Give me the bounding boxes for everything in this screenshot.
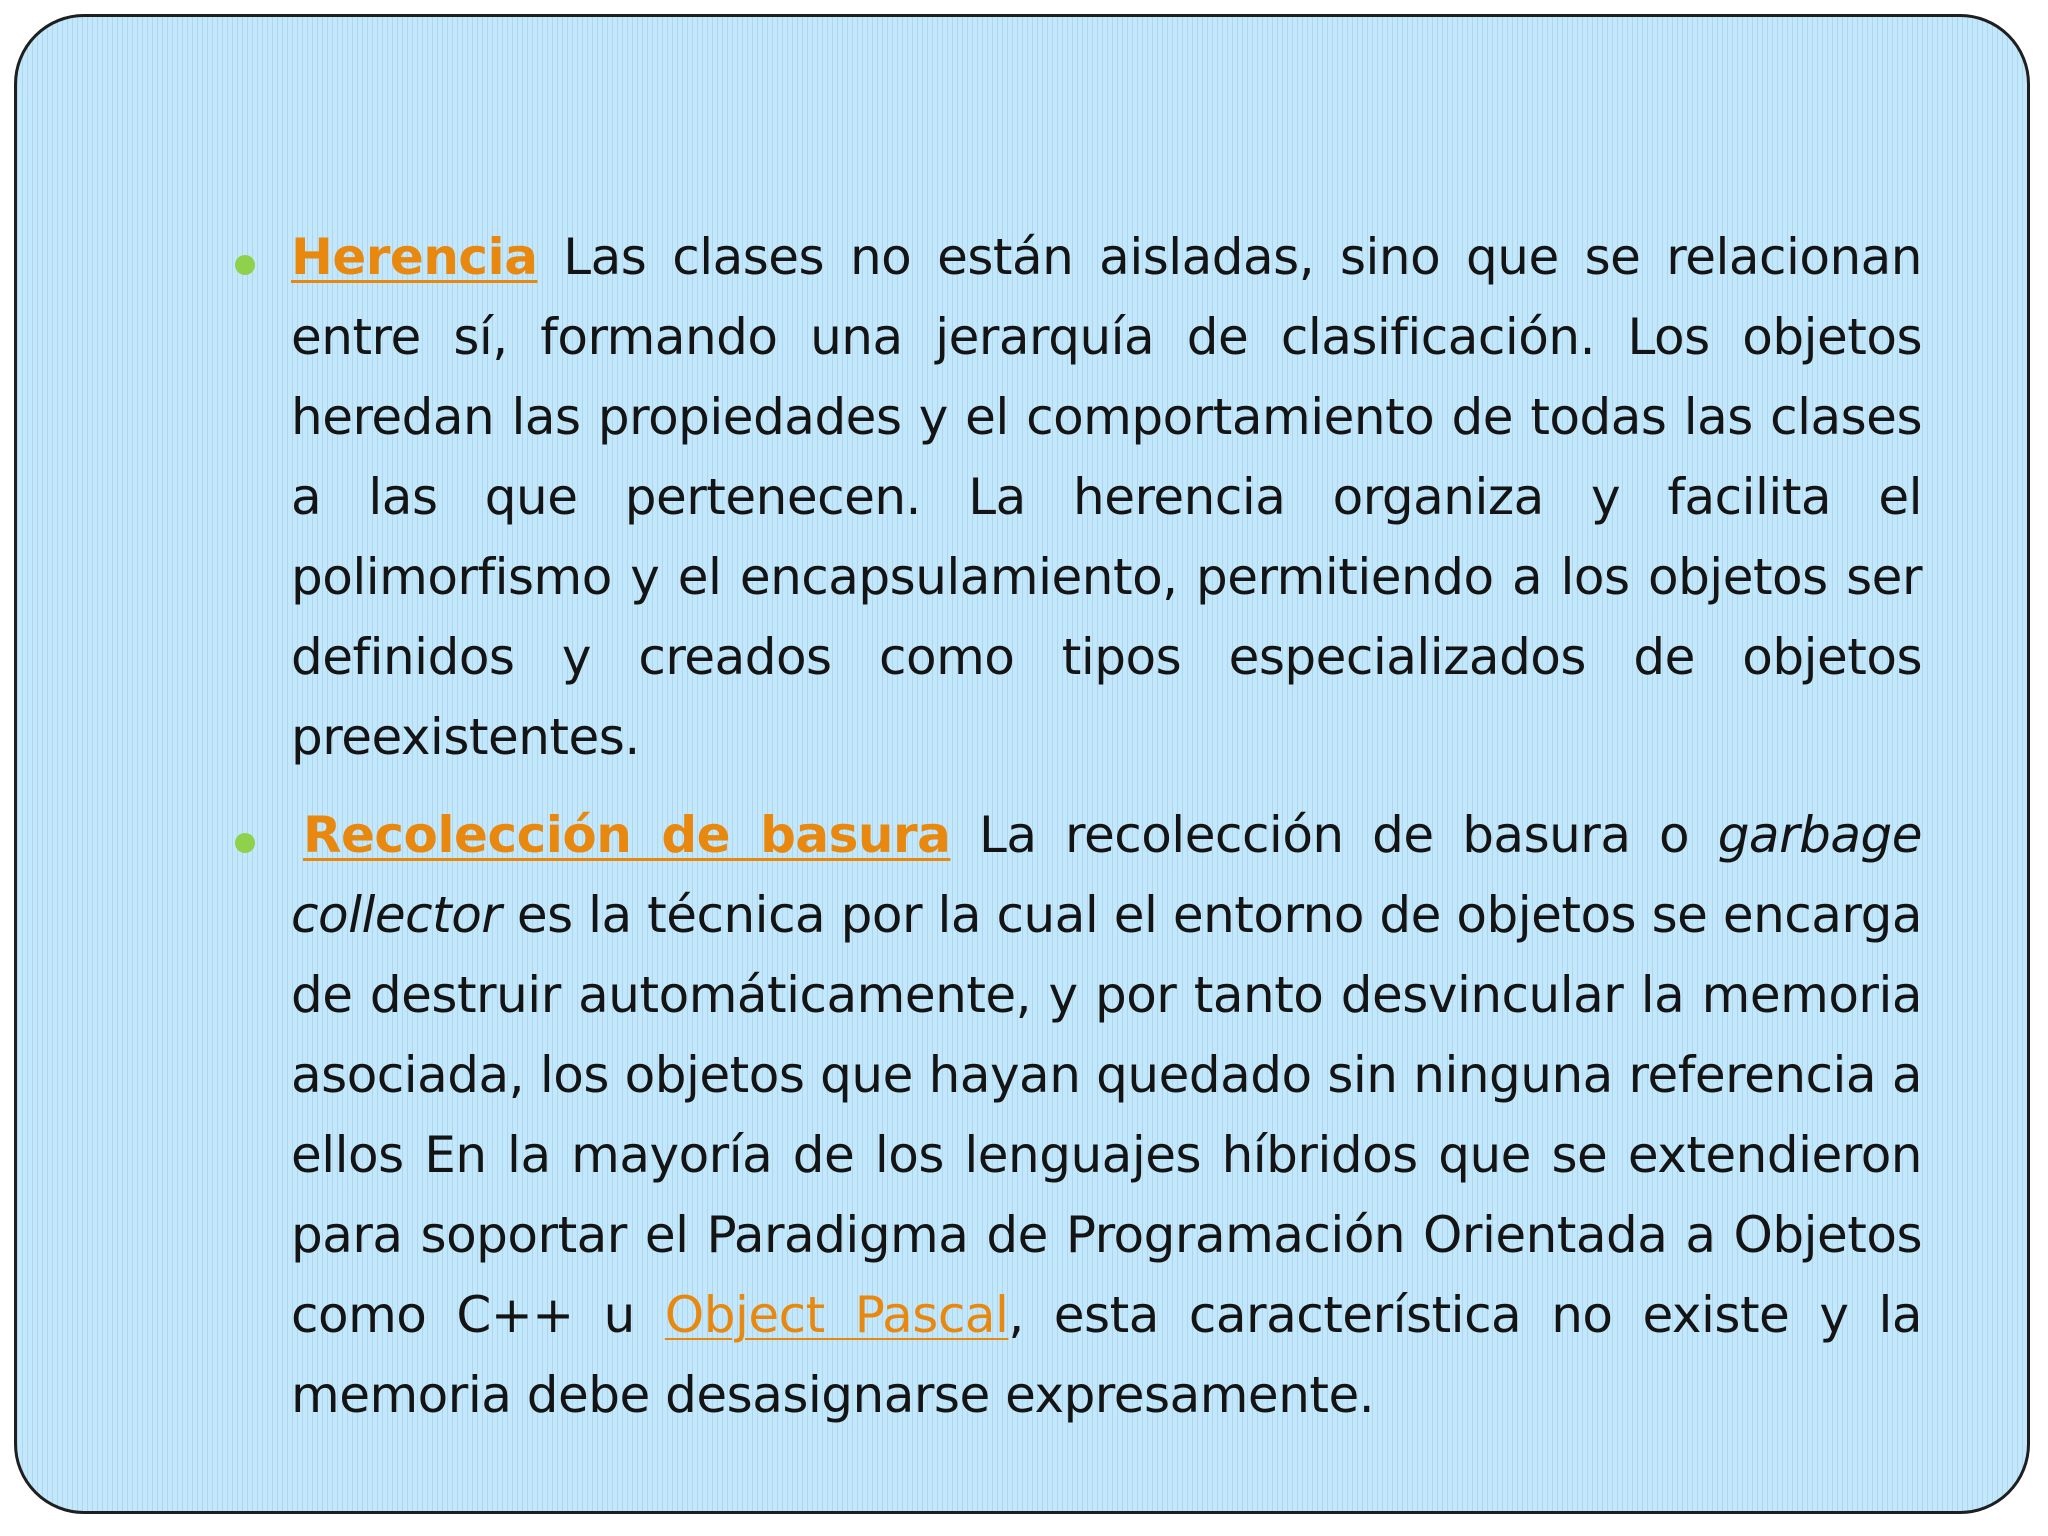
herencia-text: Las clases no están aisladas, sino que se relacionan entre sí, formando una jerarquía de clasificación. Los objetos heredan las propiedades y el comportamiento de todas las clases a las que pertenecen. La herencia organiza y facilita el polimorfismo y el encapsulamiento, permitiendo a los objetos ser definidos y creados como tipos especializados de objetos preexistentes. — [291, 228, 1922, 766]
garbage-collector-italic: garbage collector — [291, 806, 1922, 944]
slide-content — [17, 217, 2027, 1453]
slide — [14, 14, 2030, 1514]
herencia-term[interactable]: Herencia — [291, 228, 538, 286]
bullet-herencia — [17, 217, 2027, 777]
recoleccion-text-1: La recolección de basura o — [950, 806, 1718, 864]
herencia-paragraph — [291, 217, 1922, 777]
bullet-dot-icon — [235, 255, 255, 275]
bullet-recoleccion — [17, 795, 2027, 1435]
object-pascal-link[interactable]: Object Pascal — [664, 1286, 1009, 1344]
recoleccion-paragraph — [291, 795, 1922, 1435]
recoleccion-term[interactable]: Recolección de basura — [303, 806, 951, 864]
bullet-dot-icon — [235, 833, 255, 853]
recoleccion-text-2: es la técnica por la cual el entorno de objetos se encarga de destruir automáticamente, y por tanto desvincular la memoria asociada, los objetos que hayan quedado sin ninguna referencia a ellos En la mayoría de los lenguajes híbridos que se extendieron para soportar el Paradigma de Programación Orientada a Objetos como C++ u — [291, 886, 1922, 1344]
recoleccion-text-3: , esta característica no existe y la memoria debe desasignarse expresamente. — [291, 1286, 1922, 1424]
